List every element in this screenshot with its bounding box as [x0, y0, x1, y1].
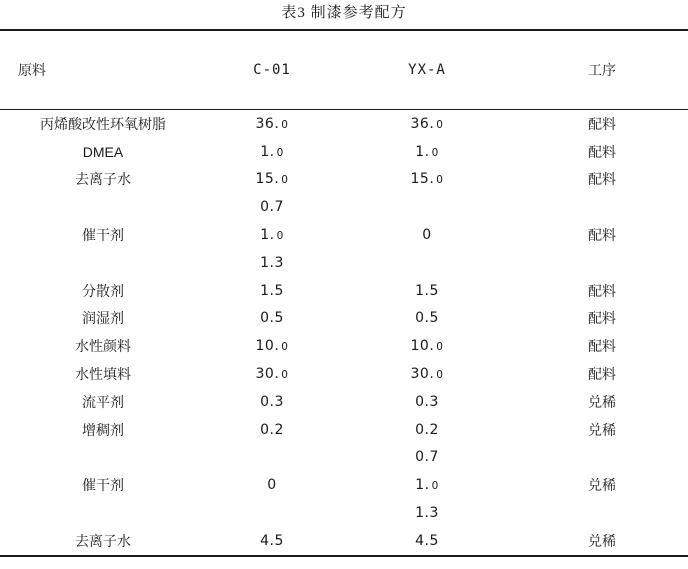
cell-process — [516, 444, 688, 472]
cell-yxa: 36. 0 — [410, 115, 444, 132]
small-zero-digit: 0 — [281, 174, 289, 187]
cell-c01: 0.3 — [260, 393, 284, 410]
cell-process: 兑稀 — [588, 477, 616, 494]
cell-yxa — [338, 249, 516, 277]
table-row — [0, 471, 688, 499]
cell-yxa: 4.5 — [415, 532, 439, 549]
small-zero-digit: 0 — [276, 146, 284, 159]
table-row — [0, 277, 688, 305]
small-zero-digit: 0 — [431, 146, 439, 159]
formula-table-body — [0, 110, 688, 556]
small-zero-digit: 0 — [276, 230, 284, 243]
cell-material: 催干剂 — [82, 477, 124, 494]
cell-material: 去离子水 — [75, 171, 131, 188]
cell-process: 配料 — [588, 282, 616, 299]
cell-yxa: 1. 0 — [415, 143, 439, 160]
column-header-c01: C-01 — [206, 30, 338, 110]
cell-c01: 1.5 — [260, 282, 284, 299]
small-zero-digit: 0 — [281, 341, 289, 354]
cell-material: 分散剂 — [82, 282, 124, 299]
cell-yxa — [338, 193, 516, 221]
table-row — [0, 499, 688, 527]
cell-material — [0, 193, 206, 221]
column-header-process: 工序 — [516, 30, 688, 110]
cell-yxa: 15. 0 — [410, 171, 444, 188]
table-row — [0, 305, 688, 333]
cell-material: 流平剂 — [82, 393, 124, 410]
table-row — [0, 527, 688, 556]
cell-c01: 1.3 — [260, 254, 284, 271]
cell-process — [516, 193, 688, 221]
formula-table-header — [0, 30, 688, 110]
cell-c01 — [206, 444, 338, 472]
cell-process — [516, 499, 688, 527]
cell-material: 催干剂 — [82, 227, 124, 244]
table-caption: 表3 制漆参考配方 — [281, 5, 407, 21]
cell-yxa: 10. 0 — [410, 338, 444, 355]
cell-process: 兑稀 — [588, 532, 616, 549]
cell-material: 润湿剂 — [82, 310, 124, 327]
table-row — [0, 249, 688, 277]
cell-yxa: 30. 0 — [410, 366, 444, 383]
cell-process: 配料 — [588, 310, 616, 327]
cell-material: 水性颜料 — [75, 338, 131, 355]
cell-c01: 1. 0 — [260, 227, 284, 244]
column-header-material: 原料 — [0, 30, 206, 110]
cell-yxa: 0.2 — [415, 421, 439, 438]
cell-c01: 30. 0 — [255, 366, 289, 383]
cell-process: 配料 — [588, 143, 616, 160]
table-row — [0, 193, 688, 221]
cell-process: 兑稀 — [588, 421, 616, 438]
cell-c01: 36. 0 — [255, 115, 289, 132]
cell-process: 配料 — [588, 227, 616, 244]
cell-yxa: 0.3 — [415, 393, 439, 410]
small-zero-digit: 0 — [436, 341, 444, 354]
cell-c01: 0.2 — [260, 421, 284, 438]
cell-yxa: 0.5 — [415, 310, 439, 327]
cell-material: 去离子水 — [75, 532, 131, 549]
cell-process: 配料 — [588, 338, 616, 355]
formula-table — [0, 29, 688, 557]
cell-process: 兑稀 — [588, 393, 616, 410]
cell-yxa: 1. 0 — [415, 477, 439, 494]
small-zero-digit: 0 — [431, 480, 439, 493]
cell-c01: 4.5 — [260, 532, 284, 549]
cell-material: DMEA — [82, 143, 124, 160]
cell-c01: 10. 0 — [255, 338, 289, 355]
cell-yxa: 1.5 — [415, 282, 439, 299]
table-row — [0, 221, 688, 249]
table-row — [0, 360, 688, 388]
cell-yxa: 0 — [422, 227, 432, 244]
column-header-yxa: YX-A — [338, 30, 516, 110]
cell-yxa: 0.7 — [415, 449, 439, 466]
cell-c01: 0 — [267, 477, 277, 494]
table-row — [0, 166, 688, 194]
cell-c01 — [206, 499, 338, 527]
small-zero-digit: 0 — [281, 118, 289, 131]
table-row — [0, 444, 688, 472]
small-zero-digit: 0 — [436, 369, 444, 382]
cell-material: 水性填料 — [75, 366, 131, 383]
cell-process: 配料 — [588, 171, 616, 188]
cell-material — [0, 444, 206, 472]
cell-c01: 15. 0 — [255, 171, 289, 188]
table-row — [0, 138, 688, 166]
small-zero-digit: 0 — [436, 174, 444, 187]
table-row — [0, 388, 688, 416]
header-row — [0, 30, 688, 110]
cell-process — [516, 249, 688, 277]
cell-c01: 0.5 — [260, 310, 284, 327]
small-zero-digit: 0 — [281, 369, 289, 382]
cell-material — [0, 249, 206, 277]
small-zero-digit: 0 — [436, 118, 444, 131]
cell-material: 丙烯酸改性环氧树脂 — [40, 115, 166, 132]
cell-material — [0, 499, 206, 527]
cell-c01: 1. 0 — [260, 143, 284, 160]
cell-process: 配料 — [588, 366, 616, 383]
cell-process: 配料 — [588, 115, 616, 132]
cell-c01: 0.7 — [260, 199, 284, 216]
table-row — [0, 110, 688, 138]
cell-yxa: 1.3 — [415, 505, 439, 522]
table-row — [0, 416, 688, 444]
table-row — [0, 332, 688, 360]
cell-material: 增稠剂 — [82, 421, 124, 438]
